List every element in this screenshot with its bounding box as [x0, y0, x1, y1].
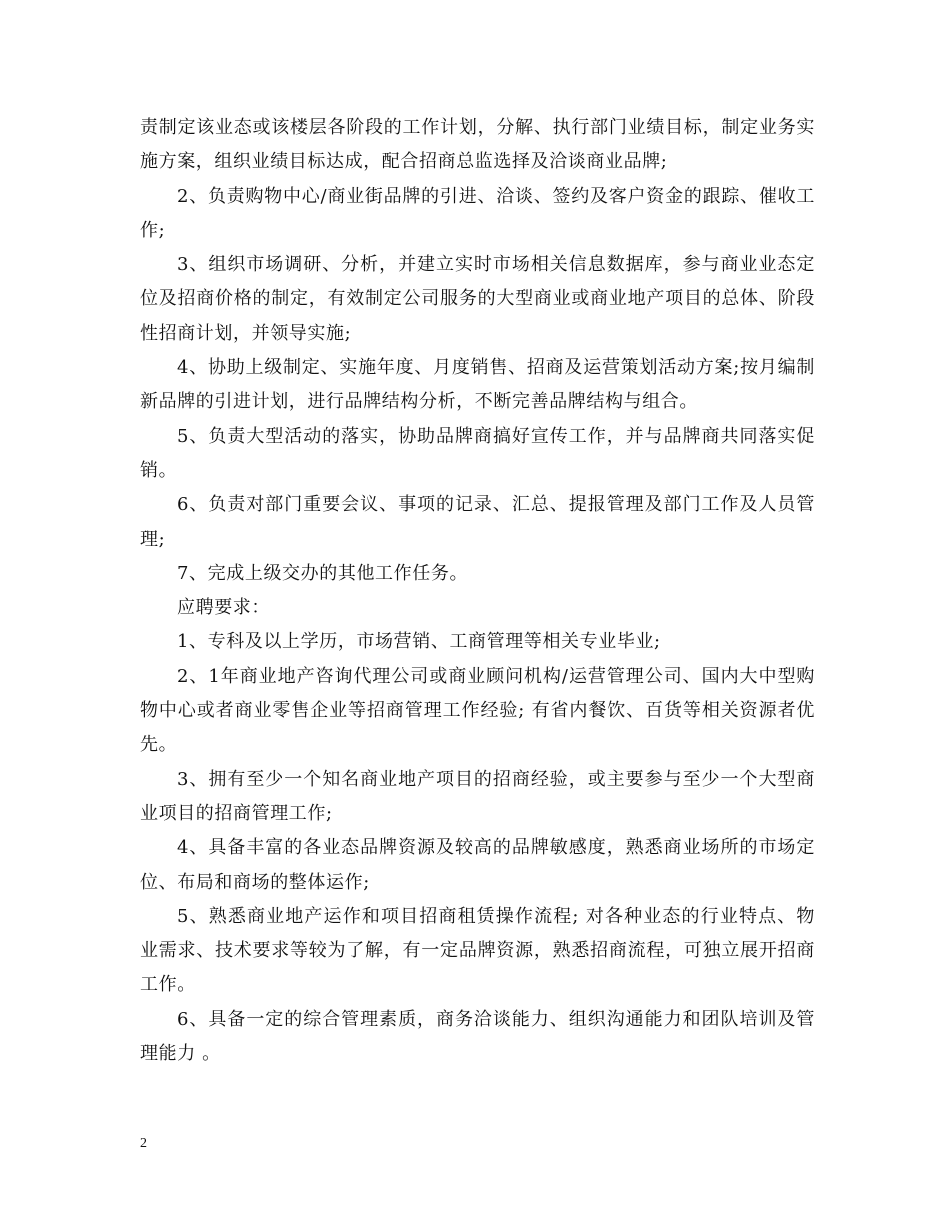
paragraph-duty-4: 4、协助上级制定、实施年度、月度销售、招商及运营策划活动方案;按月编制新品牌的引进计划，进行品牌结构分析，不断完善品牌结构与组合。 [140, 357, 815, 413]
paragraph-duty-7: 7、完成上级交办的其他工作任务。 [177, 562, 469, 584]
paragraph-duty-6: 6、负责对部门重要会议、事项的记录、汇总、提报管理及部门工作及人员管理; [140, 494, 815, 550]
paragraph-duty-2: 2、负责购物中心/商业街品牌的引进、洽谈、签约及客户资金的跟踪、催收工作; [140, 185, 815, 241]
paragraph-continued-duties: 责制定该业态或该楼层各阶段的工作计划，分解、执行部门业绩目标，制定业务实施方案，组织业绩目标达成，配合招商总监选择及洽谈商业品牌; [140, 117, 815, 173]
paragraph-duty-3: 3、组织市场调研、分析，并建立实时市场相关信息数据库，参与商业业态定位及招商价格的制定，有效制定公司服务的大型商业或商业地产项目的总体、阶段性招商计划，并领导实施; [140, 254, 815, 344]
page-number: 2 [140, 1136, 147, 1151]
paragraph-requirement-5: 5、熟悉商业地产运作和项目招商租赁操作流程; 对各种业态的行业特点、物业需求、技术要求等较为了解，有一定品牌资源，熟悉招商流程，可独立展开招商工作。 [140, 905, 815, 996]
paragraph-requirement-4: 4、具备丰富的各业态品牌资源及较高的品牌敏感度，熟悉商业场所的市场定位、布局和商场的整体运作; [140, 837, 815, 893]
paragraph-requirement-2: 2、1年商业地产咨询代理公司或商业顾问机构/运营管理公司、国内大中型购物中心或者商业零售企业等招商管理工作经验; 有省内餐饮、百货等相关资源者优先。 [140, 665, 815, 756]
paragraph-requirement-3: 3、拥有至少一个知名商业地产项目的招商经验，或主要参与至少一个大型商业项目的招商管理工作; [140, 768, 815, 824]
paragraph-duty-5: 5、负责大型活动的落实，协助品牌商搞好宣传工作，并与品牌商共同落实促销。 [140, 425, 815, 481]
paragraph-requirement-6: 6、具备一定的综合管理素质，商务洽谈能力、组织沟通能力和团队培训及管理能力 。 [140, 1008, 815, 1065]
document-body [140, 111, 815, 1071]
requirements-heading: 应聘要求： [177, 597, 270, 619]
paragraph-requirement-1: 1、专科及以上学历，市场营销、工商管理等相关专业毕业; [177, 631, 661, 653]
